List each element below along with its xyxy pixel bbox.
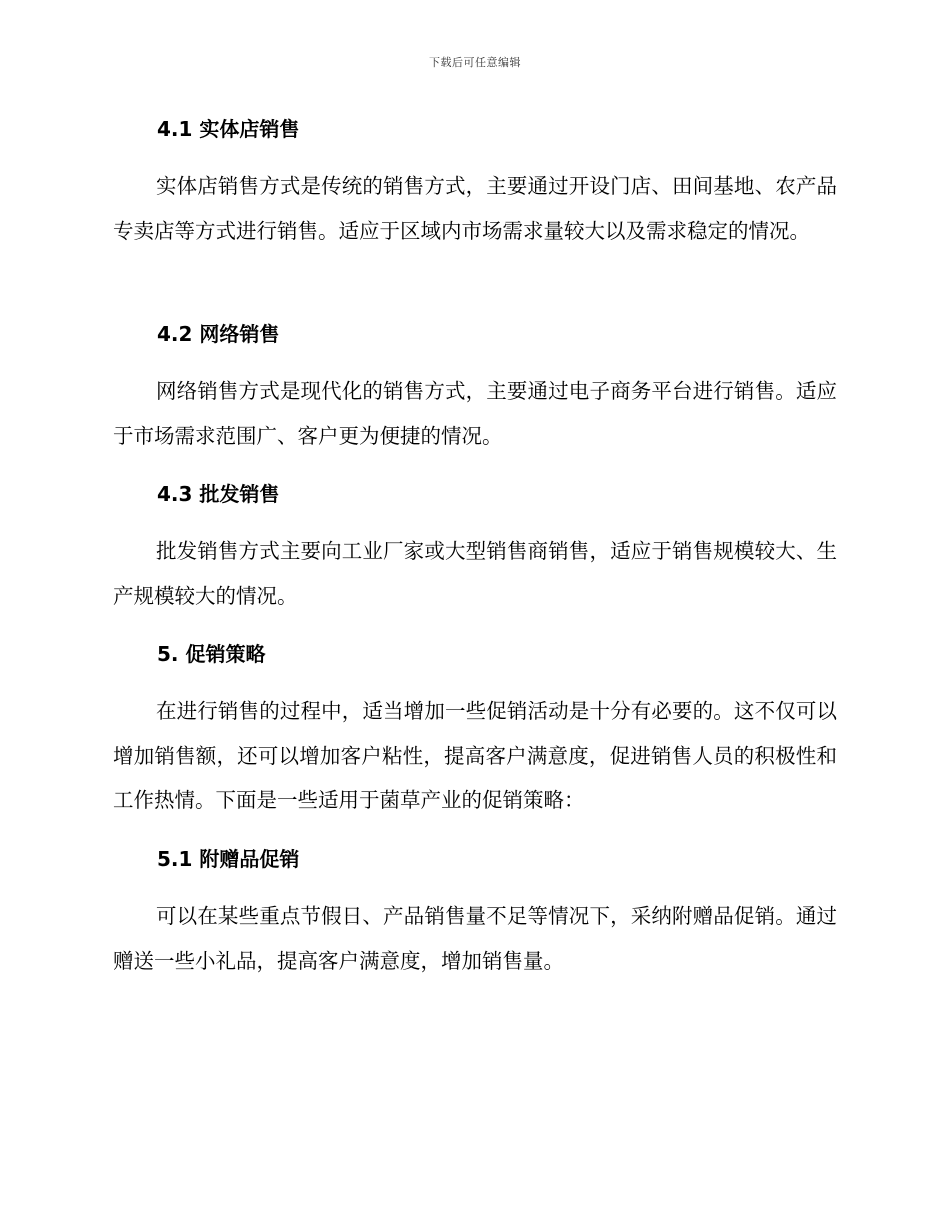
section-paragraph-4-3: 批发销售方式主要向工业厂家或大型销售商销售，适应于销售规模较大、生产规模较大的情况。 [113, 539, 837, 608]
page-header: 下载后可任意编辑 [429, 56, 521, 69]
section-paragraph-5: 在进行销售的过程中，适当增加一些促销活动是十分有必要的。这不仅可以增加销售额，还可以增加客户粘性，提高客户满意度，促进销售人员的积极性和工作热情。下面是一些适用于菌草产业的促销策略： [113, 699, 837, 812]
section-heading-5-1: 5.1 附赠品促销 [157, 847, 300, 871]
section-heading-4-2: 4.2 网络销售 [157, 322, 280, 346]
section-heading-4-3: 4.3 批发销售 [157, 482, 280, 506]
section-paragraph-5-1: 可以在某些重点节假日、产品销售量不足等情况下，采纳附赠品促销。通过赠送一些小礼品，提高客户满意度，增加销售量。 [113, 904, 837, 973]
section-paragraph-4-1: 实体店销售方式是传统的销售方式，主要通过开设门店、田间基地、农产品专卖店等方式进行销售。适应于区域内市场需求量较大以及需求稳定的情况。 [113, 174, 837, 243]
section-paragraph-4-2: 网络销售方式是现代化的销售方式，主要通过电子商务平台进行销售。适应于市场需求范围广、客户更为便捷的情况。 [113, 379, 837, 448]
section-heading-5: 5. 促销策略 [157, 642, 266, 666]
section-heading-4-1: 4.1 实体店销售 [157, 117, 300, 141]
